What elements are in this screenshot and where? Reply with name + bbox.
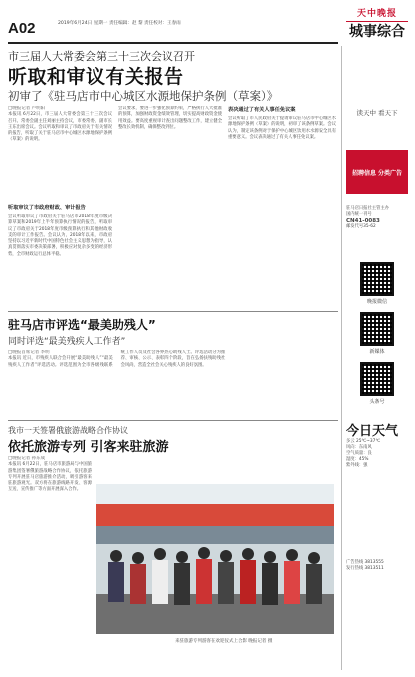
- article1-sub2-head: 表决通过了有关人事任免议案: [228, 107, 296, 113]
- weather-box: [346, 420, 408, 469]
- divider-2: [8, 420, 338, 421]
- brand-logo: 天中晚报: [356, 9, 397, 19]
- section-title: 城事综合: [349, 24, 405, 40]
- ad-hotline: 广告热线 3813555: [346, 560, 384, 565]
- article1-intro: [8, 106, 112, 202]
- divider-1: [8, 311, 338, 312]
- weather-temp: 多云 25℃~37℃: [346, 439, 381, 444]
- sidebar-tagline: 读天中 看天下: [356, 109, 398, 117]
- masthead: [346, 6, 408, 40]
- article2-headline: 驻马店市评选“最美助残人”: [8, 318, 156, 332]
- dateline: 2019年6月24日 星期一 责任编辑：赵 黎 责任校对：王春雨: [58, 21, 181, 26]
- article3-headline: 依托旅游专列 引客来驻旅游: [8, 440, 169, 455]
- column-divider: [341, 46, 342, 670]
- publication-info: [346, 206, 408, 230]
- qr-code-icon: [360, 312, 394, 346]
- weather-info-2: 空气质量：良: [346, 451, 372, 456]
- article3-byline: □晚报记者 孙东成: [8, 456, 46, 461]
- contact-box: [346, 560, 408, 572]
- photo-illustration: [96, 484, 334, 634]
- page-header: [8, 8, 338, 42]
- article1-headline: 听取和审议有关报告: [8, 66, 184, 88]
- article3-body: [8, 456, 92, 666]
- article1-byline: □晚报记者 卢明阳: [8, 106, 46, 111]
- page-number: A02: [8, 20, 36, 37]
- qr-block-3: [346, 362, 408, 405]
- qr-block-2: [346, 312, 408, 355]
- article3-body-text: 本报讯 6月22日，驻马店市旅游局与中国旅游集团签署俄旅游战略合作协议，依托旅游专列开展驻马店旅游推介活动，吸引游客来驻旅游观光。双方将在旅游线路开发、客源互送、宣传推广等方面开展深入合作。: [8, 462, 92, 493]
- qr2-label: 新媒体: [369, 349, 385, 355]
- article2-body: [8, 350, 338, 416]
- article3-kicker: 我市一天签署俄旅游战略合作协议: [8, 426, 128, 435]
- article2-subhead: 同时评选“最美残疾人工作者”: [8, 337, 126, 347]
- publisher-label: 驻马店日报社主管主办: [346, 206, 389, 211]
- article2-body-text: 本报讯 近日，市残疾人联合会开展“最美助残人”“最美残疾人工作者”评选活动。评选范围为全市各级残联系统工作人员及社会各界热心助残人士。评选活动分为推荐、审核、公示、表彰四个阶段，旨在弘扬扶残助残社会风尚，营造全社会关心残疾人的良好氛围。: [8, 350, 226, 368]
- cn-label: 国内统一刊号: [346, 212, 372, 217]
- weather-info-3: 湿度：45%: [346, 457, 369, 462]
- article1-body-a: 会议听取审议了市政府关于驻马店市2018年度市级决算草案和2019年上半年预算执行情况的报告，听取审议了市政府关于2018年度市级预算执行和其他财政收支的审计工作报告。会议认为，2018年以来，市政府坚持以习近平新时代中国特色社会主义思想为指导，认真贯彻落实市委决策部署，积极应对复杂多变的经济形势，全市财政运行总体平稳。: [8, 214, 112, 257]
- distribution-hotline: 发行热线 3813511: [346, 566, 384, 571]
- masthead-rule: [346, 21, 408, 22]
- qr-block-1: [346, 262, 408, 305]
- article1-body-c: 会议听取了市人民政府关于提请审议驻马店市中心城区水源地保护条例（草案）的说明，初审了该条例草案。会议认为，制定该条例对于保护中心城区饮用水水源安全具有重要意义。会议表决通过了有关人事任免议案。: [228, 116, 336, 140]
- article1-body-b: 会议要求，要进一步强化预算约束，严格执行人大批准的预算，加强财政资金绩效管理，切实提高财政资金使用效益。要高度重视审计查出问题整改工作，建立健全整改长效机制，确保整改到位。: [118, 106, 222, 130]
- postal-code: 邮发代号35-62: [346, 224, 376, 229]
- sidebar-tagline-box: [346, 108, 408, 117]
- weather-label: 今日天气: [346, 424, 399, 439]
- qr3-label: 头条号: [369, 399, 385, 405]
- cn-code: CN41-0083: [346, 218, 380, 224]
- article2-byline: □晚报首席记者 李明: [8, 350, 50, 355]
- weather-info-4: 紫外线：强: [346, 463, 368, 468]
- qr-code-icon: [360, 262, 394, 296]
- qr-code-icon: [360, 362, 394, 396]
- classified-ad-banner: 招聘信息 分类广告: [346, 150, 408, 194]
- qr1-label: 晚报微信: [366, 299, 387, 305]
- article1-intro-text: 本报讯 6月22日，市三届人大常委会第三十三次会议召开。常委会副主任刘丽主持会议，市委常委、副市长王东出席会议。会议听取和审议了市政府关于有关情况的报告，听取了关于驻马店市中心城区水源地保护条例（草案）的说明。: [8, 112, 112, 143]
- article1-kicker: 市三届人大常委会第三十三次会议召开: [8, 50, 195, 63]
- article1-subhead: 初审了《驻马店市中心城区水源地保护条例（草案）》: [8, 89, 279, 103]
- group-photo: [96, 484, 334, 634]
- header-rule: [8, 42, 338, 44]
- weather-info-1: 风向：东南风: [346, 445, 372, 450]
- photo-caption: 来驻旅游专列游客在欢迎仪式上合影 晚报记者 摄: [175, 639, 273, 644]
- article1-section-head: 听取审议了市政府财政、审计报告: [8, 205, 86, 211]
